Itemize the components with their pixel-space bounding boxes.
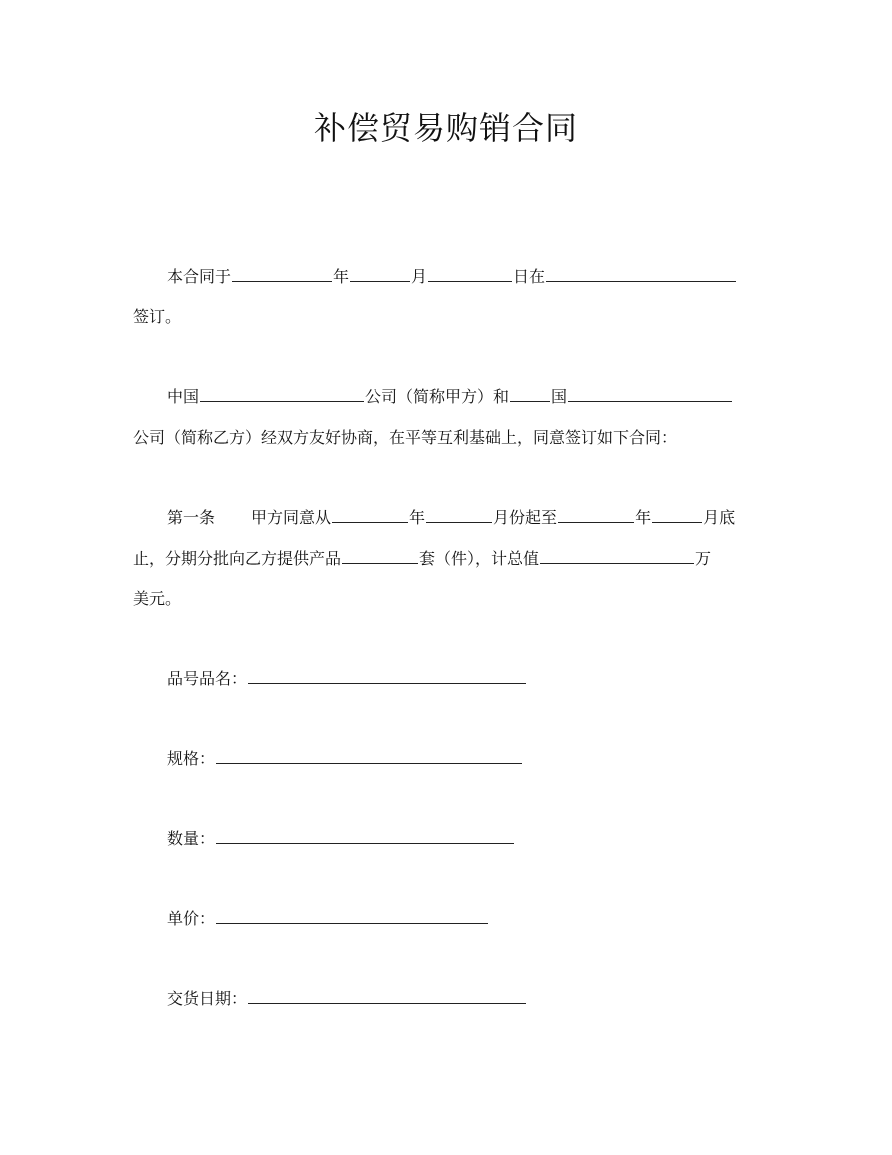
blank-end-month[interactable] [652,505,702,523]
text: 国 [551,387,568,406]
blank-party-b[interactable] [568,384,732,402]
text: 中国 [167,387,200,406]
text: 日在 [513,267,546,286]
text: 公司（简称甲方）和 [365,387,510,406]
field-label: 交货日期： [167,989,248,1008]
text: 美元。 [133,589,182,608]
field-quantity [167,826,515,851]
text: 月份起至 [493,508,558,527]
product-name-blank[interactable] [248,666,526,684]
field-label: 单价： [167,909,216,928]
paragraph-3-line-1 [167,505,735,530]
text: 止，分期分批向乙方提供产品 [133,549,342,568]
paragraph-2-line-1 [167,384,733,409]
paragraph-1-line-2 [133,305,181,329]
field-label: 规格： [167,749,216,768]
blank-year[interactable] [232,264,332,282]
blank-product-count[interactable] [342,546,418,564]
unit-price-blank[interactable] [216,906,488,924]
blank-day[interactable] [428,264,512,282]
paragraph-3-line-3 [133,587,181,611]
delivery-date-blank[interactable] [248,986,526,1004]
field-delivery-date [167,986,527,1011]
text: 月 [411,267,428,286]
text: 年 [409,508,426,527]
blank-country[interactable] [510,384,550,402]
field-product-name [167,666,527,691]
text: 年 [333,267,350,286]
text: 套（件），计总值 [419,549,540,568]
blank-party-a[interactable] [200,384,364,402]
spec-blank[interactable] [216,746,522,764]
quantity-blank[interactable] [216,826,514,844]
text: 公司（简称乙方）经双方友好协商，在平等互利基础上，同意签订如下合同： [133,428,678,447]
field-spec [167,746,523,771]
paragraph-1-line-1 [167,264,737,289]
field-unit-price [167,906,489,931]
field-label: 数量： [167,829,216,848]
article-label: 第一条 [167,508,216,527]
field-label: 品号品名： [167,669,248,688]
blank-start-month[interactable] [426,505,492,523]
blank-end-year[interactable] [558,505,634,523]
blank-total-value[interactable] [540,546,694,564]
document-title: 补偿贸易购销合同 [313,109,578,147]
paragraph-2-line-2 [133,426,677,450]
blank-place[interactable] [546,264,736,282]
text: 本合同于 [167,267,232,286]
paragraph-3-line-2 [133,546,711,571]
blank-start-year[interactable] [332,505,408,523]
text: 甲方同意从 [251,508,332,527]
text: 万 [695,549,712,568]
text: 月底 [703,508,736,527]
text: 年 [635,508,652,527]
blank-month[interactable] [350,264,410,282]
text: 签订。 [133,307,182,326]
